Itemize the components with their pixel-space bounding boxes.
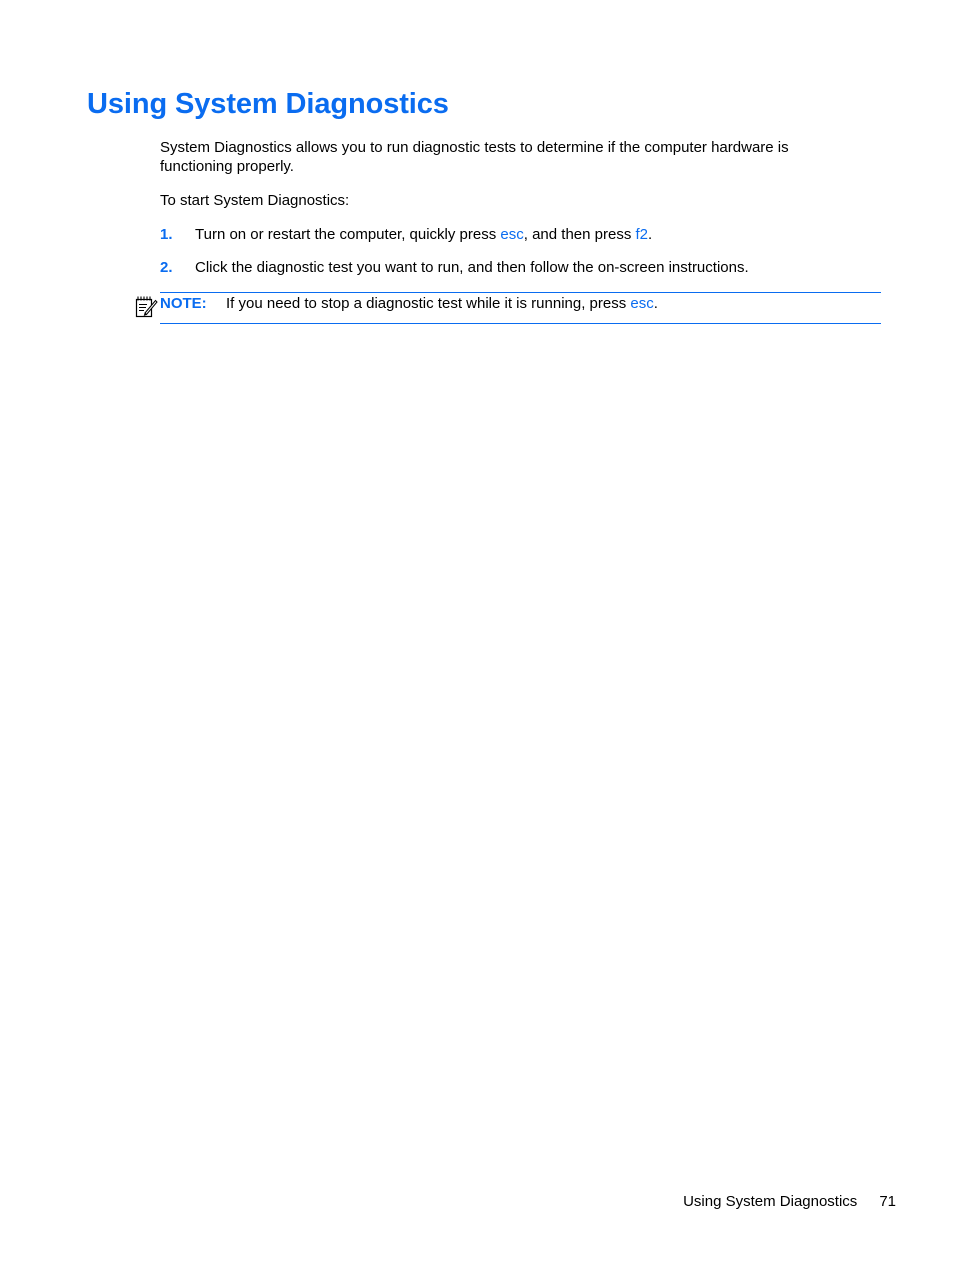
key-esc: esc [630,295,654,312]
page-footer [683,1192,896,1211]
footer-section-title: Using System Diagnostics [683,1193,858,1210]
step-text: Click the diagnostic test you want to run, and then follow the on-screen instructions. [195,259,749,276]
page-title: Using System Diagnostics [87,88,449,120]
lead-in-paragraph: To start System Diagnostics: [160,192,350,209]
note-text: If you need to stop a diagnostic test while it is running, press esc. [226,295,658,312]
step-number: 1. [160,226,173,243]
note-box [160,292,881,324]
step-number: 2. [160,259,173,276]
key-esc: esc [500,226,524,243]
note-pad-icon [134,293,158,319]
key-f2: f2 [635,226,649,243]
page-number: 71 [879,1193,896,1210]
note-label: NOTE: [160,295,207,312]
step-text: Turn on or restart the computer, quickly press esc, and then press f2. [195,226,653,243]
intro-paragraph: System Diagnostics allows you to run diagnostic tests to determine if the computer hardware is functioning properly. [160,139,789,175]
